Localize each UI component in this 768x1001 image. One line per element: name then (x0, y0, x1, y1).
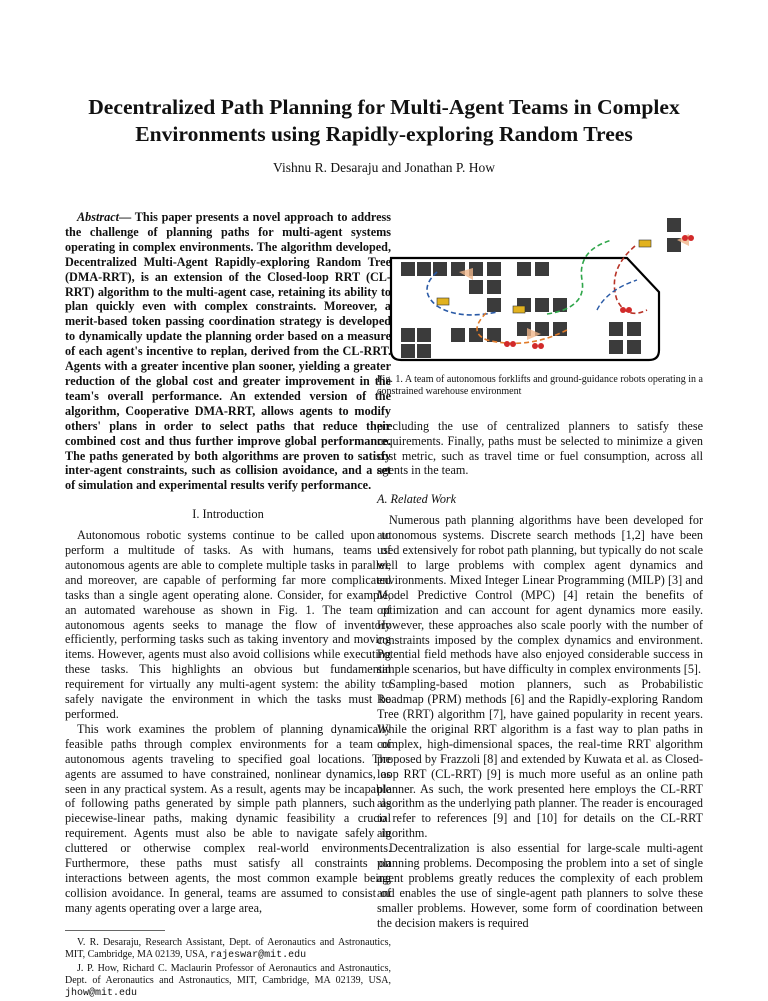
title-line-2: Environments using Rapidly-exploring Random Trees (135, 122, 633, 146)
title-line-1: Decentralized Path Planning for Multi-Agent Teams in Complex (88, 95, 680, 119)
left-column (65, 210, 391, 1001)
footnote-1-email[interactable]: rajeswar@mit.edu (210, 950, 307, 962)
right-paragraph-continued: precluding the use of centralized planners to satisfy these requirements. Finally, paths must be selected to minimize a given cost metric, such as travel time or fuel consumption, across all agents in the team. (377, 418, 703, 478)
abstract (65, 210, 391, 493)
related-paragraph-2: Sampling-based motion planners, such as Probabilistic Roadmap (PRM) methods [6] and the Rapidly-exploring Random Tree (RRT) algorithm [7], have gained popularity in recent years. While the original RRT algorithm is a fast way to plan paths in complex, high-dimensional spaces, the real-time RRT algorithm proposed by Frazzoli [8] and extended by Kuwata et al. as Closed-loop RRT (CL-RRT) [9] is much more useful as an online path planner. As such, the work presented here employs the CL-RRT algorithm as the underlying path planner. The reader is encouraged to refer to references [9] and [10] for details on the CL-RRT algorithm. (377, 677, 704, 841)
footnote-2 (65, 963, 391, 1001)
intro-paragraph-2: This work examines the problem of planning dynamically feasible paths through complex environments for a team of autonomous agents traveling to specified goal locations. The agents are assumed to have constrained, nonlinear dynamics, as seen in any practical system. As a result, agents may be incapable of following paths generated by simple path planners, such as piecewise-linear paths, making dynamic feasibility a crucial requirement. Agents must also be able to navigate safely in cluttered or otherwise complex real-world environments. Furthermore, these paths must satisfy all constraints on interactions between agents, the most common example being collision avoidance. In general, teams are assumed to consist of many agents operating over a large area, (65, 721, 391, 915)
right-column (377, 210, 703, 931)
authors: Vishnu R. Desaraju and Jonathan P. How (273, 160, 495, 175)
shelf-icon (401, 218, 681, 358)
figure-warehouse (377, 210, 703, 370)
footnote-divider (65, 930, 165, 931)
footnote-2-text: J. P. How, Richard C. Maclaurin Professor of Aeronautics and Astronautics, Dept. of Aeronautics and Astronautics, MIT, Cambridge, MA 02139, USA, (65, 962, 391, 986)
abstract-label: Abstract (77, 210, 119, 224)
related-paragraph-3: Decentralization is also essential for large-scale multi-agent planning problems. Decomposing the problem into a set of single agent problems greatly reduces the complexity of each problem and enables the use of single-agent path planners to solve these smaller problems. However, some form of coordination between the decision makers is required (377, 841, 703, 930)
subsection-heading-related-work: A. Related Work (377, 492, 457, 507)
abstract-text: — This paper presents a novel approach to address the challenge of planning paths for multi-agent systems operating in complex environments. The algorithm developed, Decentralized Multi-Agent Rapidly-exploring Random Tree (DMA-RRT), is an extension of the Closed-loop RRT (CL-RRT) algorithm to the multi-agent case, retaining its ability to plan quickly even with complex constraints. Moreover, a merit-based token passing coordination strategy is developed to dynamically update the planning order based on a measure of each agent's incentive to replan, derived from the CL-RRT. Agents with a greater incentive plan sooner, yielding a greater reduction of the global cost and greater improvement in the team's overall performance. An extended version of the algorithm, Cooperative DMA-RRT, allows agents to modify others' plans in order to select paths that reduce their combined cost and thus further improve global performance. The paths generated by both algorithms are proven to satisfy inter-agent constraints, such as collision avoidance, and a set of simulation and experimental results verify performance. (65, 210, 391, 493)
footnote-1-text: V. R. Desaraju, Research Assistant, Dept. of Aeronautics and Astronautics, MIT, Cambridge, MA 02139, USA, (65, 936, 391, 961)
paper-title (40, 94, 728, 148)
intro-paragraph-1: Autonomous robotic systems continue to be called upon to perform a multitude of tasks. As with humans, teams of autonomous agents are able to complete multiple tasks in parallel, and moreover, are capable of performing far more complicated tasks than a single agent operating alone. Consider, for example, an automated warehouse as shown in Fig. 1. The team of autonomous agents seeks to manage the flow of inventory efficiently, performing tasks such as taking inventory and moving items. However, agents must also avoid collisions while executing these tasks. This highlights an obvious but fundamental requirement for virtually any multi-agent system: the ability to safely navigate the environment in which the tasks must be performed. (65, 528, 391, 721)
footnote-2-email[interactable]: jhow@mit.edu (65, 988, 138, 1000)
figure-caption: Fig. 1. A team of autonomous forklifts and ground-guidance robots operating in a constrained warehouse environment (377, 373, 703, 398)
section-heading-introduction: I. Introduction (192, 507, 264, 522)
related-paragraph-1: Numerous path planning algorithms have been developed for autonomous systems. Discrete search methods [1,2] have been used extensively for robot path planning, but typically do not scale well to large problems with complex agent dynamics and environments. Mixed Integer Linear Programming (MILP) [3] and Model Predictive Control (MPC) [4] retain the benefits of optimization and can account for agent dynamics more easily. However, these approaches also scale poorly with the number of constraints imposed by the complex dynamics and environment. Potential field methods have also enjoyed considerable success in simple scenarios, but have difficulty in complex environments [5]. (377, 513, 703, 677)
footnote-1 (65, 937, 391, 963)
